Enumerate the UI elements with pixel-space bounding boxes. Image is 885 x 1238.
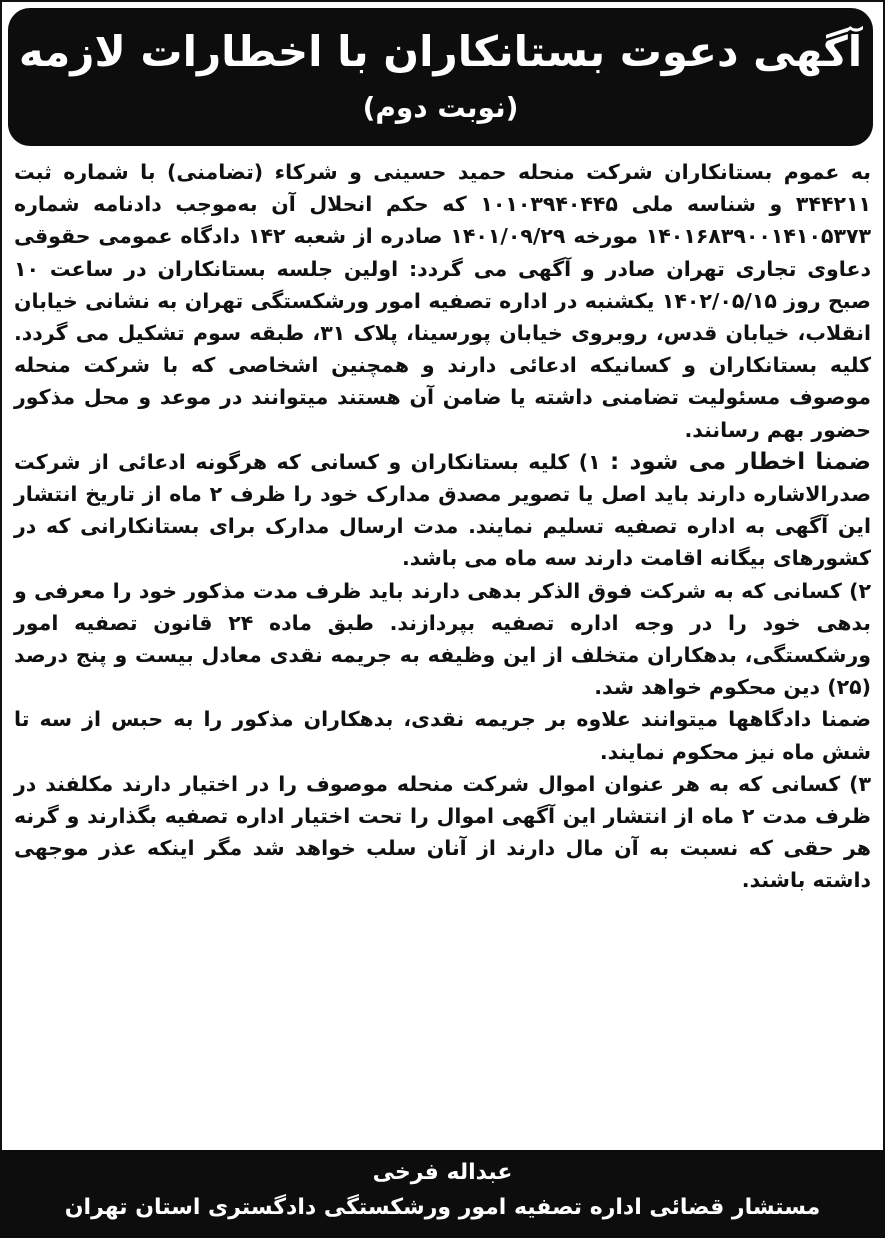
signatory-role: مستشار قضائی اداره تصفیه امور ورشکستگی دادگستری استان تهران bbox=[64, 1195, 821, 1220]
notice-item-2: ۲) کسانی که به شرکت فوق الذکر بدهی دارند باید ظرف مدت مذکور خود را معرفی و بدهی خود را در وجه اداره تصفیه بپردازند. طبق ماده ۲۴ قانون تصفیه امور ورشکستگی، بدهکاران متخلف از این وظیفه به جریمه نقدی معادل بیست و پنج درصد (۲۵) دین محکوم خواهد شد. bbox=[14, 578, 871, 700]
notice-item-1 bbox=[14, 446, 871, 575]
notice-item-2-continued: ضمنا دادگاهها میتوانند علاوه بر جریمه نقدی، بدهکاران مذکور را به حبس از سه تا شش ماه نیز محکوم نمایند. bbox=[14, 707, 871, 764]
intro-paragraph: به عموم بستانکاران شرکت منحله حمید حسینی و شرکاء (تضامنی) با شماره ثبت ۳۴۴۲۱۱ و شناسه ملی ۱۰۱۰۳۹۴۰۴۴۵ که حکم انحلال آن به‌موجب دادنامه شماره ۱۴۰۱۶۸۳۹۰۰۱۴۱۰۵۳۷۳ مورخه ۱۴۰۱/۰۹/۲۹ صادره از شعبه ۱۴۲ دادگاه عمومی حقوقی دعاوی تجاری تهران صادر و آگهی می گردد: اولین جلسه بستانکاران در ساعت ۱۰ صبح روز ۱۴۰۲/۰۵/۱۵ یکشنبه در اداره تصفیه امور ورشکستگی تهران به نشانی خیابان انقلاب، خیابان قدس، روبروی خیابان پورسینا، پلاک ۳۱، طبقه سوم تشکیل می گردد. کلیه بستانکاران و کسانیکه ادعائی دارند و همچنین اشخاصی که با شرکت منحله موصوف مسئولیت تضامنی داشته یا ضامن آن هستند میتوانند در موعد و محل مذکور حضور بهم رسانند. bbox=[14, 160, 872, 442]
notice-item-1-text: ۱) کلیه بستانکاران و کسانی که هرگونه ادعائی از شرکت صدرالاشاره دارند باید اصل یا تصویر مصدق مدارک خود را ظرف ۲ ماه از تاریخ انتشار این آگهی به اداره تصفیه تسلیم نمایند. مدت ارسال مدارک برای بستانکارانی که در کشورهای بیگانه اقامت دارند سه ماه می باشد. bbox=[14, 449, 872, 571]
notice-subtitle: (نوبت دوم) bbox=[362, 91, 519, 124]
notice-item-3: ۳) کسانی که به هر عنوان اموال شرکت منحله موصوف را در اختیار دارند مکلفند در ظرف مدت ۲ ماه از انتشار این آگهی اموال را تحت اختیار اداره تصفیه بگذارند و گرنه هر حقی که نسبت به آن مال دارند از آنان سلب خواهد شد مگر اینکه عذر موجهی داشته باشند. bbox=[14, 771, 871, 893]
notice-body bbox=[14, 156, 871, 897]
notice-header bbox=[8, 8, 873, 146]
notice-lead: ضمنا اخطار می شود : bbox=[610, 448, 872, 475]
signatory-name: عبداله فرخی bbox=[372, 1160, 513, 1185]
signature-footer bbox=[0, 1150, 885, 1238]
notice-title: آگهی دعوت بستانکاران با اخطارات لازمه bbox=[18, 27, 863, 76]
